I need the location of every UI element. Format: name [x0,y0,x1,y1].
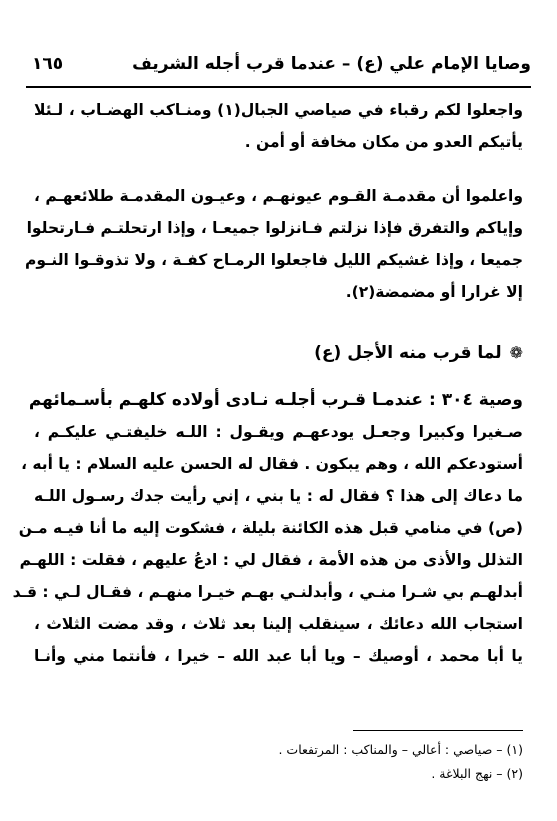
text-line: يا أبا محمد ، أوصيك – ويا أبا عبد الله – خيرا ، فأنتما مني وأنـا [34,647,523,665]
text-line: (ص) في منامي قبل هذه الكائنة بليلة ، فشكوت إليه ما أنا فيـه مـن [18,519,523,537]
section-heading-text: لما قرب منه الأجل (ع) [314,343,502,363]
header-rule [26,86,531,88]
text-line: وإياكم والتفرق فإذا نزلتم فـانزلوا جميعـا ، وإذا ارتحلتـم فـارتحلوا [26,219,523,237]
page-number: ١٦٥ [32,54,64,74]
text-line: أستودعكم الله ، وهم يبكون . فقال له الحسن عليه السلام : يا أبه ، [21,455,523,473]
flower-ornament-icon: ❁ [509,343,523,362]
text-line: واجعلوا لكم رقباء في صياصي الجبال(١) ومنـاكب الهضـاب ، لـئلا [34,101,523,119]
footnote-1: (١) – صياصي : أعالي – والمناكب : المرتفعات . [278,742,523,757]
text-line: وصية ٣٠٤ : عندمـا قـرب أجلـه نـادى أولاده كلهـم بأسـمائهم [28,390,523,410]
footnote-2: (٢) – نهج البلاغة . [431,766,523,781]
text-line: أبدلهـم بي شـرا منـي ، وأبدلنـي بهـم خيـرا منهـم ، فقـال لـي : قـد [12,583,523,601]
text-line: صـغيرا وكبيرا وجعـل يودعهـم ويقـول : اللـه خليفتـي عليكـم ، [34,423,523,441]
header-title: وصايا الإمام علي (ع) – عندما قرب أجله الشريف [132,54,531,74]
paragraph-3 [12,384,523,672]
running-header [26,52,531,88]
text-line: استجاب الله دعائك ، سينقلب إلينا بعد ثلاث ، وقد مضت الثلاث ، [34,615,523,633]
text-line: واعلموا أن مقدمـة القـوم عيونهـم ، وعيـون المقدمـة طلائعهـم ، [34,187,523,205]
text-line: إلا غرارا أو مضمضة(٢). [345,283,523,301]
text-line: ما دعاك إلى هذا ؟ فقال له : يا بني ، إني رأيت جدك رسـول اللـه [34,487,523,505]
footnote-rule [353,730,523,731]
text-line: يأتيكم العدو من مكان مخافة أو أمن . [244,133,523,151]
text-line: جميعا ، وإذا غشيكم الليل فاجعلوا الرمـاح كفـة ، ولا تذوقـوا النـوم [25,251,523,269]
paragraph-1 [34,94,523,158]
text-line: التذلل والأذى من هذه الأمة ، فقال لي : ادعُ عليهم ، فقلت : اللهـم [19,551,523,569]
section-heading [314,343,523,363]
paragraph-2 [25,180,523,308]
